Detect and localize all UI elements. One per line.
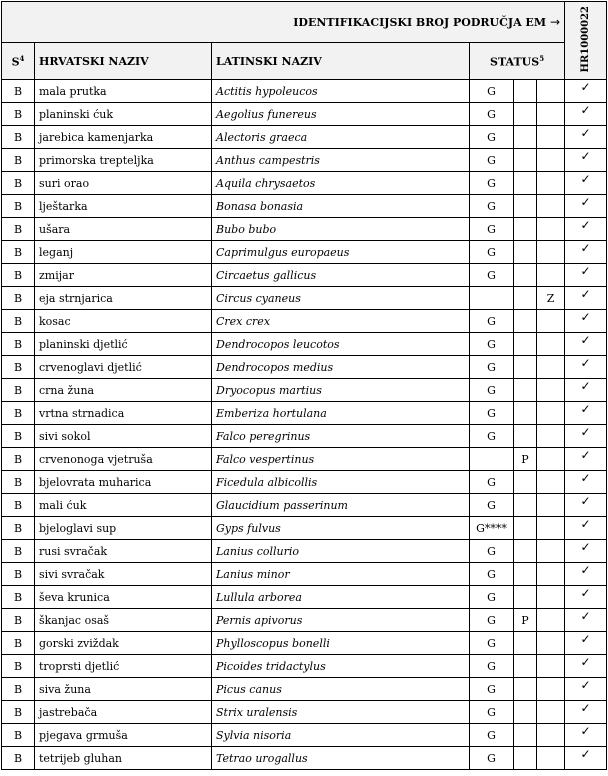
status-g-cell: G <box>470 471 514 494</box>
status-z-cell <box>537 379 565 402</box>
croatian-name-cell: crvenonoga vjetruša <box>35 448 212 471</box>
croatian-name-cell: mali ćuk <box>35 494 212 517</box>
latin-name-cell: Falco vespertinus <box>212 448 470 471</box>
table-row <box>2 540 607 563</box>
latin-name-cell: Crex crex <box>212 310 470 333</box>
species-table <box>1 1 607 770</box>
status-z-cell <box>537 609 565 632</box>
check-mark-icon: ✓ <box>565 678 607 701</box>
latin-name-cell: Gyps fulvus <box>212 517 470 540</box>
status-z-cell <box>537 517 565 540</box>
latin-name-cell: Pernis apivorus <box>212 609 470 632</box>
status-column-header <box>470 43 565 80</box>
status-g-cell: G <box>470 172 514 195</box>
croatian-name-cell: gorski zviždak <box>35 632 212 655</box>
status-p-cell <box>514 149 537 172</box>
status-z-cell <box>537 586 565 609</box>
status-g-cell: G <box>470 103 514 126</box>
latin-name-cell: Caprimulgus europaeus <box>212 241 470 264</box>
check-mark-icon: ✓ <box>565 103 607 126</box>
status-p-cell <box>514 402 537 425</box>
table-row <box>2 655 607 678</box>
status-p-cell <box>514 540 537 563</box>
status-z-cell <box>537 402 565 425</box>
category-cell: B <box>2 586 35 609</box>
status-g-cell: G <box>470 632 514 655</box>
check-mark-icon: ✓ <box>565 494 607 517</box>
category-cell: B <box>2 310 35 333</box>
status-g-cell: G <box>470 425 514 448</box>
category-cell: B <box>2 678 35 701</box>
status-p-cell <box>514 80 537 103</box>
status-z-cell <box>537 448 565 471</box>
croatian-name-column-header: HRVATSKI NAZIV <box>35 43 212 80</box>
category-footnote-ref: 4 <box>19 53 25 63</box>
croatian-name-cell: pjegava grmuša <box>35 724 212 747</box>
status-g-cell: G <box>470 563 514 586</box>
category-cell: B <box>2 103 35 126</box>
status-z-cell <box>537 655 565 678</box>
check-mark-icon: ✓ <box>565 655 607 678</box>
status-p-cell <box>514 103 537 126</box>
croatian-name-cell: mala prutka <box>35 80 212 103</box>
croatian-name-cell: zmijar <box>35 264 212 287</box>
status-g-cell: G <box>470 264 514 287</box>
croatian-name-cell: škanjac osaš <box>35 609 212 632</box>
check-mark-icon: ✓ <box>565 149 607 172</box>
table-row <box>2 103 607 126</box>
latin-name-cell: Bonasa bonasia <box>212 195 470 218</box>
category-cell: B <box>2 632 35 655</box>
category-cell: B <box>2 80 35 103</box>
status-g-cell: G <box>470 149 514 172</box>
table-row <box>2 701 607 724</box>
status-p-cell <box>514 241 537 264</box>
croatian-name-cell: bjelovrata muharica <box>35 471 212 494</box>
latin-name-cell: Circaetus gallicus <box>212 264 470 287</box>
check-mark-icon: ✓ <box>565 609 607 632</box>
status-p-cell <box>514 655 537 678</box>
check-mark-icon: ✓ <box>565 540 607 563</box>
check-mark-icon: ✓ <box>565 701 607 724</box>
croatian-name-cell: suri orao <box>35 172 212 195</box>
croatian-name-cell: troprsti djetlić <box>35 655 212 678</box>
status-z-cell <box>537 471 565 494</box>
column-header-row <box>2 43 607 80</box>
category-cell: B <box>2 218 35 241</box>
status-z-cell <box>537 241 565 264</box>
latin-name-cell: Dendrocopos medius <box>212 356 470 379</box>
croatian-name-cell: lještarka <box>35 195 212 218</box>
status-g-cell: G <box>470 80 514 103</box>
status-g-cell: G**** <box>470 517 514 540</box>
table-row <box>2 126 607 149</box>
table-row <box>2 333 607 356</box>
status-p-cell <box>514 379 537 402</box>
croatian-name-cell: jarebica kamenjarka <box>35 126 212 149</box>
status-p-cell <box>514 724 537 747</box>
check-mark-icon: ✓ <box>565 356 607 379</box>
category-cell: B <box>2 126 35 149</box>
status-p-cell <box>514 563 537 586</box>
status-z-cell <box>537 333 565 356</box>
table-row <box>2 310 607 333</box>
croatian-name-cell: tetrijeb gluhan <box>35 747 212 770</box>
status-p-cell <box>514 632 537 655</box>
table-row <box>2 80 607 103</box>
status-z-cell <box>537 195 565 218</box>
status-g-cell: G <box>470 356 514 379</box>
latin-name-cell: Aquila chrysaetos <box>212 172 470 195</box>
status-z-cell <box>537 747 565 770</box>
table-row <box>2 632 607 655</box>
site-code-header <box>565 2 607 80</box>
status-z-cell <box>537 724 565 747</box>
status-z-cell <box>537 563 565 586</box>
status-g-cell: G <box>470 701 514 724</box>
latin-name-cell: Dendrocopos leucotos <box>212 333 470 356</box>
latin-name-cell: Falco peregrinus <box>212 425 470 448</box>
table-row <box>2 241 607 264</box>
status-z-cell <box>537 126 565 149</box>
category-column-header <box>2 43 35 80</box>
check-mark-icon: ✓ <box>565 448 607 471</box>
status-z-cell <box>537 310 565 333</box>
croatian-name-cell: kosac <box>35 310 212 333</box>
status-p-cell: P <box>514 448 537 471</box>
status-footnote-ref: 5 <box>539 53 545 63</box>
croatian-name-cell: planinski djetlić <box>35 333 212 356</box>
check-mark-icon: ✓ <box>565 172 607 195</box>
table-row <box>2 563 607 586</box>
status-z-cell <box>537 678 565 701</box>
croatian-name-cell: bjeloglavi sup <box>35 517 212 540</box>
category-column-label: S <box>11 55 20 69</box>
status-g-cell: G <box>470 494 514 517</box>
status-g-cell: G <box>470 540 514 563</box>
latin-name-cell: Dryocopus martius <box>212 379 470 402</box>
status-g-cell: G <box>470 747 514 770</box>
table-row <box>2 195 607 218</box>
category-cell: B <box>2 195 35 218</box>
status-z-cell <box>537 425 565 448</box>
category-cell: B <box>2 540 35 563</box>
table-row <box>2 287 607 310</box>
status-p-cell <box>514 356 537 379</box>
status-g-cell: G <box>470 218 514 241</box>
check-mark-icon: ✓ <box>565 632 607 655</box>
check-mark-icon: ✓ <box>565 333 607 356</box>
latin-name-cell: Tetrao urogallus <box>212 747 470 770</box>
status-p-cell <box>514 747 537 770</box>
status-p-cell <box>514 701 537 724</box>
status-g-cell: G <box>470 379 514 402</box>
status-z-cell <box>537 218 565 241</box>
category-cell: B <box>2 149 35 172</box>
status-g-cell: G <box>470 678 514 701</box>
latin-name-cell: Phylloscopus bonelli <box>212 632 470 655</box>
identification-header-row <box>2 2 607 43</box>
status-g-cell: G <box>470 333 514 356</box>
status-z-cell <box>537 701 565 724</box>
check-mark-icon: ✓ <box>565 563 607 586</box>
status-g-cell: G <box>470 402 514 425</box>
table-row <box>2 448 607 471</box>
status-p-cell <box>514 195 537 218</box>
table-row <box>2 609 607 632</box>
category-cell: B <box>2 379 35 402</box>
status-z-cell <box>537 80 565 103</box>
status-g-cell: G <box>470 586 514 609</box>
table-row <box>2 356 607 379</box>
category-cell: B <box>2 563 35 586</box>
check-mark-icon: ✓ <box>565 747 607 770</box>
status-p-cell <box>514 172 537 195</box>
status-g-cell: G <box>470 310 514 333</box>
status-g-cell: G <box>470 609 514 632</box>
status-z-cell <box>537 172 565 195</box>
category-cell: B <box>2 448 35 471</box>
status-p-cell <box>514 678 537 701</box>
status-g-cell: G <box>470 724 514 747</box>
croatian-name-cell: leganj <box>35 241 212 264</box>
table-row <box>2 218 607 241</box>
latin-name-cell: Glaucidium passerinum <box>212 494 470 517</box>
right-arrow-icon: → <box>550 15 561 29</box>
category-cell: B <box>2 425 35 448</box>
category-cell: B <box>2 609 35 632</box>
latin-name-cell: Emberiza hortulana <box>212 402 470 425</box>
category-cell: B <box>2 747 35 770</box>
check-mark-icon: ✓ <box>565 402 607 425</box>
status-p-cell <box>514 471 537 494</box>
latin-name-cell: Lullula arborea <box>212 586 470 609</box>
latin-name-column-header: LATINSKI NAZIV <box>212 43 470 80</box>
category-cell: B <box>2 264 35 287</box>
table-row <box>2 586 607 609</box>
identification-label: IDENTIFIKACIJSKI BROJ PODRUČJA EM <box>293 16 546 29</box>
table-row <box>2 172 607 195</box>
table-row <box>2 149 607 172</box>
status-z-cell <box>537 264 565 287</box>
check-mark-icon: ✓ <box>565 80 607 103</box>
check-mark-icon: ✓ <box>565 379 607 402</box>
category-cell: B <box>2 701 35 724</box>
croatian-name-cell: sivi sokol <box>35 425 212 448</box>
status-p-cell <box>514 310 537 333</box>
status-p-cell <box>514 586 537 609</box>
croatian-name-cell: ušara <box>35 218 212 241</box>
croatian-name-cell: crna žuna <box>35 379 212 402</box>
status-z-cell <box>537 103 565 126</box>
croatian-name-cell: siva žuna <box>35 678 212 701</box>
croatian-name-cell: primorska trepteljka <box>35 149 212 172</box>
category-cell: B <box>2 172 35 195</box>
check-mark-icon: ✓ <box>565 310 607 333</box>
croatian-name-cell: planinski ćuk <box>35 103 212 126</box>
status-z-cell <box>537 149 565 172</box>
status-z-cell: Z <box>537 287 565 310</box>
check-mark-icon: ✓ <box>565 471 607 494</box>
check-mark-icon: ✓ <box>565 264 607 287</box>
category-cell: B <box>2 655 35 678</box>
category-cell: B <box>2 724 35 747</box>
status-p-cell <box>514 425 537 448</box>
status-g-cell <box>470 448 514 471</box>
status-p-cell <box>514 333 537 356</box>
latin-name-cell: Alectoris graeca <box>212 126 470 149</box>
status-z-cell <box>537 540 565 563</box>
status-z-cell <box>537 356 565 379</box>
croatian-name-cell: rusi svračak <box>35 540 212 563</box>
table-row <box>2 402 607 425</box>
table-row <box>2 517 607 540</box>
check-mark-icon: ✓ <box>565 195 607 218</box>
check-mark-icon: ✓ <box>565 287 607 310</box>
status-g-cell: G <box>470 195 514 218</box>
status-p-cell <box>514 218 537 241</box>
status-p-cell <box>514 287 537 310</box>
category-cell: B <box>2 333 35 356</box>
table-row <box>2 379 607 402</box>
category-cell: B <box>2 517 35 540</box>
croatian-name-cell: sivi svračak <box>35 563 212 586</box>
table-row <box>2 425 607 448</box>
check-mark-icon: ✓ <box>565 218 607 241</box>
site-code: HR1000022 <box>580 5 592 73</box>
table-row <box>2 678 607 701</box>
category-cell: B <box>2 356 35 379</box>
check-mark-icon: ✓ <box>565 586 607 609</box>
latin-name-cell: Bubo bubo <box>212 218 470 241</box>
category-cell: B <box>2 471 35 494</box>
check-mark-icon: ✓ <box>565 517 607 540</box>
status-g-cell: G <box>470 655 514 678</box>
latin-name-cell: Lanius minor <box>212 563 470 586</box>
category-cell: B <box>2 494 35 517</box>
status-g-cell <box>470 287 514 310</box>
table-row <box>2 264 607 287</box>
check-mark-icon: ✓ <box>565 126 607 149</box>
croatian-name-cell: jastrebača <box>35 701 212 724</box>
status-z-cell <box>537 632 565 655</box>
latin-name-cell: Picoides tridactylus <box>212 655 470 678</box>
status-p-cell <box>514 126 537 149</box>
croatian-name-cell: ševa krunica <box>35 586 212 609</box>
status-p-cell <box>514 517 537 540</box>
croatian-name-cell: crvenoglavi djetlić <box>35 356 212 379</box>
status-column-label: STATUS <box>490 55 540 69</box>
category-cell: B <box>2 241 35 264</box>
latin-name-cell: Aegolius funereus <box>212 103 470 126</box>
latin-name-cell: Anthus campestris <box>212 149 470 172</box>
table-row <box>2 471 607 494</box>
category-cell: B <box>2 402 35 425</box>
status-p-cell <box>514 264 537 287</box>
latin-name-cell: Circus cyaneus <box>212 287 470 310</box>
croatian-name-cell: eja strnjarica <box>35 287 212 310</box>
latin-name-cell: Picus canus <box>212 678 470 701</box>
croatian-name-cell: vrtna strnadica <box>35 402 212 425</box>
latin-name-cell: Sylvia nisoria <box>212 724 470 747</box>
status-p-cell: P <box>514 609 537 632</box>
identification-label-cell <box>2 2 565 43</box>
status-p-cell <box>514 494 537 517</box>
latin-name-cell: Strix uralensis <box>212 701 470 724</box>
table-row <box>2 724 607 747</box>
latin-name-cell: Actitis hypoleucos <box>212 80 470 103</box>
species-rows <box>2 80 607 770</box>
latin-name-cell: Lanius collurio <box>212 540 470 563</box>
status-z-cell <box>537 494 565 517</box>
latin-name-cell: Ficedula albicollis <box>212 471 470 494</box>
check-mark-icon: ✓ <box>565 241 607 264</box>
status-g-cell: G <box>470 241 514 264</box>
check-mark-icon: ✓ <box>565 425 607 448</box>
status-g-cell: G <box>470 126 514 149</box>
table-row <box>2 747 607 770</box>
category-cell: B <box>2 287 35 310</box>
check-mark-icon: ✓ <box>565 724 607 747</box>
table-row <box>2 494 607 517</box>
